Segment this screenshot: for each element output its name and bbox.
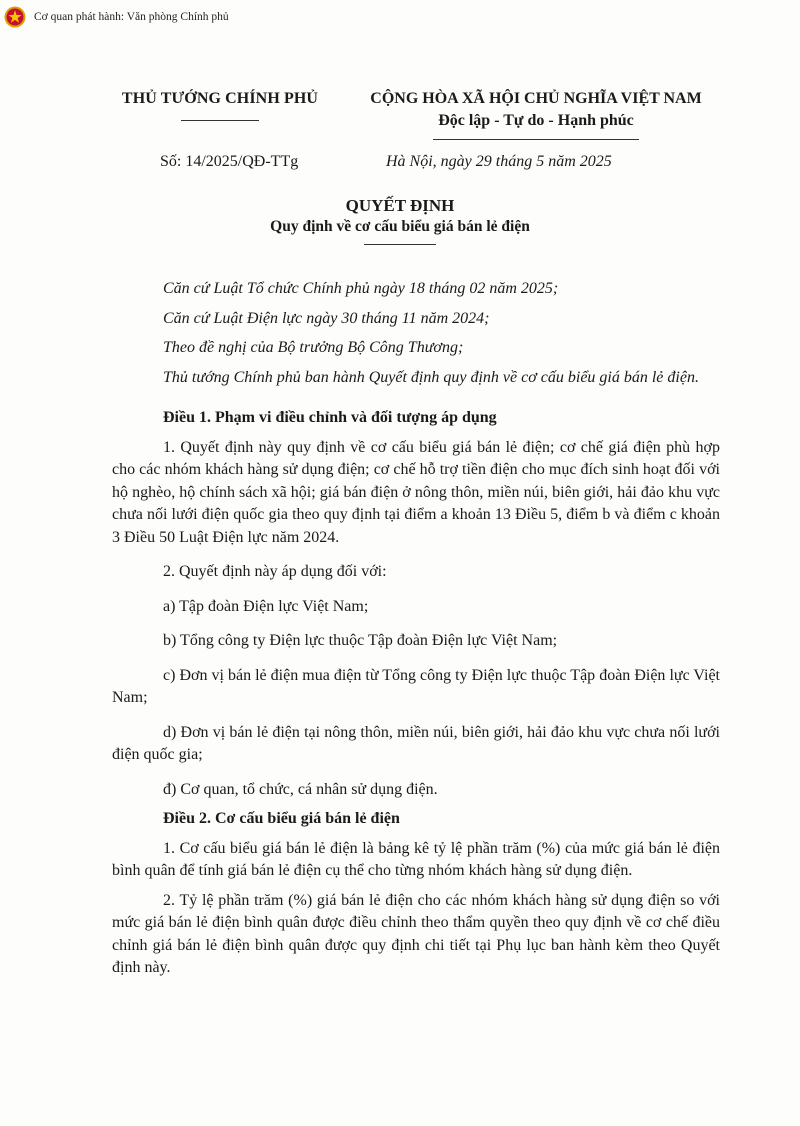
article-point: c) Đơn vị bán lẻ điện mua điện từ Tổng công ty Điện lực thuộc Tập đoàn Điện lực Việt Nam; xyxy=(112,666,720,706)
article-point: a) Tập đoàn Điện lực Việt Nam; xyxy=(163,597,369,615)
preamble-line: Theo đề nghị của Bộ trưởng Bộ Công Thương; xyxy=(163,339,464,356)
issuer-label: Cơ quan phát hành: Văn phòng Chính phủ xyxy=(34,11,229,23)
authority-underline xyxy=(181,120,259,121)
preamble-line: Căn cứ Luật Điện lực ngày 30 tháng 11 năm 2024; xyxy=(163,309,490,327)
issuer-stamp xyxy=(4,6,229,28)
article-point: đ) Cơ quan, tổ chức, cá nhân sử dụng điện. xyxy=(163,780,438,798)
article-point: b) Tổng công ty Điện lực thuộc Tập đoàn Điện lực Việt Nam; xyxy=(163,632,558,649)
preamble-line: Căn cứ Luật Tổ chức Chính phủ ngày 18 tháng 02 năm 2025; xyxy=(163,280,559,297)
header-right xyxy=(346,90,726,140)
article-clause: 2. Quyết định này áp dụng đối với: xyxy=(163,563,387,580)
title-main: QUYẾT ĐỊNH xyxy=(345,196,455,215)
header-left xyxy=(110,90,330,121)
national-emblem-icon xyxy=(4,6,26,28)
article-heading: Điều 2. Cơ cấu biểu giá bán lẻ điện xyxy=(163,810,400,827)
article-clause: 1. Quyết định này quy định về cơ cấu biểu giá bán lẻ điện; cơ chế giá điện phù hợp cho các nhóm khách hàng sử dụng điện; cơ chế hỗ trợ tiền điện cho mục đích sinh hoạt đối với hộ nghèo, hộ chính sách xã hội; giá bán điện ở nông thôn, miền núi, biên giới, hải đảo khu vực chưa nối lưới điện quốc gia theo quy định tại điểm a khoản 13 Điều 5, điểm b và điểm c khoản 3 Điều 50 Luật Điện lực năm 2024. xyxy=(112,438,720,546)
place-date: Hà Nội, ngày 29 tháng 5 năm 2025 xyxy=(386,153,612,170)
article-point: d) Đơn vị bán lẻ điện tại nông thôn, miền núi, biên giới, hải đảo khu vực chưa nối lưới điện quốc gia; xyxy=(112,723,720,763)
article-clause: 2. Tỷ lệ phần trăm (%) giá bán lẻ điện cho các nhóm khách hàng sử dụng điện so với mức giá bán lẻ điện bình quân được điều chỉnh theo thẩm quyền theo quy định về cơ chế điều chỉnh giá bán lẻ điện bình quân được quy định chi tiết tại Phụ lục ban hành kèm theo Quyết định này. xyxy=(112,891,720,976)
document-body xyxy=(112,278,720,980)
title-underline xyxy=(364,244,436,245)
title-subtitle: Quy định về cơ cấu biểu giá bán lẻ điện xyxy=(270,218,530,235)
preamble-line: Thủ tướng Chính phủ ban hành Quyết định quy định về cơ cấu biểu giá bán lẻ điện. xyxy=(163,368,699,386)
document-title xyxy=(0,196,800,245)
article-heading: Điều 1. Phạm vi điều chỉnh và đối tượng áp dụng xyxy=(163,409,497,426)
document-number: Số: 14/2025/QĐ-TTg xyxy=(160,153,299,170)
issuing-authority: THỦ TƯỚNG CHÍNH PHỦ xyxy=(121,90,319,107)
article-clause: 1. Cơ cấu biểu giá bán lẻ điện là bảng kê tỷ lệ phần trăm (%) của mức giá bán lẻ điện bình quân để tính giá bán lẻ điện cụ thể cho từng nhóm khách hàng sử dụng điện. xyxy=(112,839,720,879)
national-title: CỘNG HÒA XÃ HỘI CHỦ NGHĨA VIỆT NAM xyxy=(370,90,702,107)
motto-underline xyxy=(433,139,639,140)
national-motto: Độc lập - Tự do - Hạnh phúc xyxy=(438,112,634,129)
